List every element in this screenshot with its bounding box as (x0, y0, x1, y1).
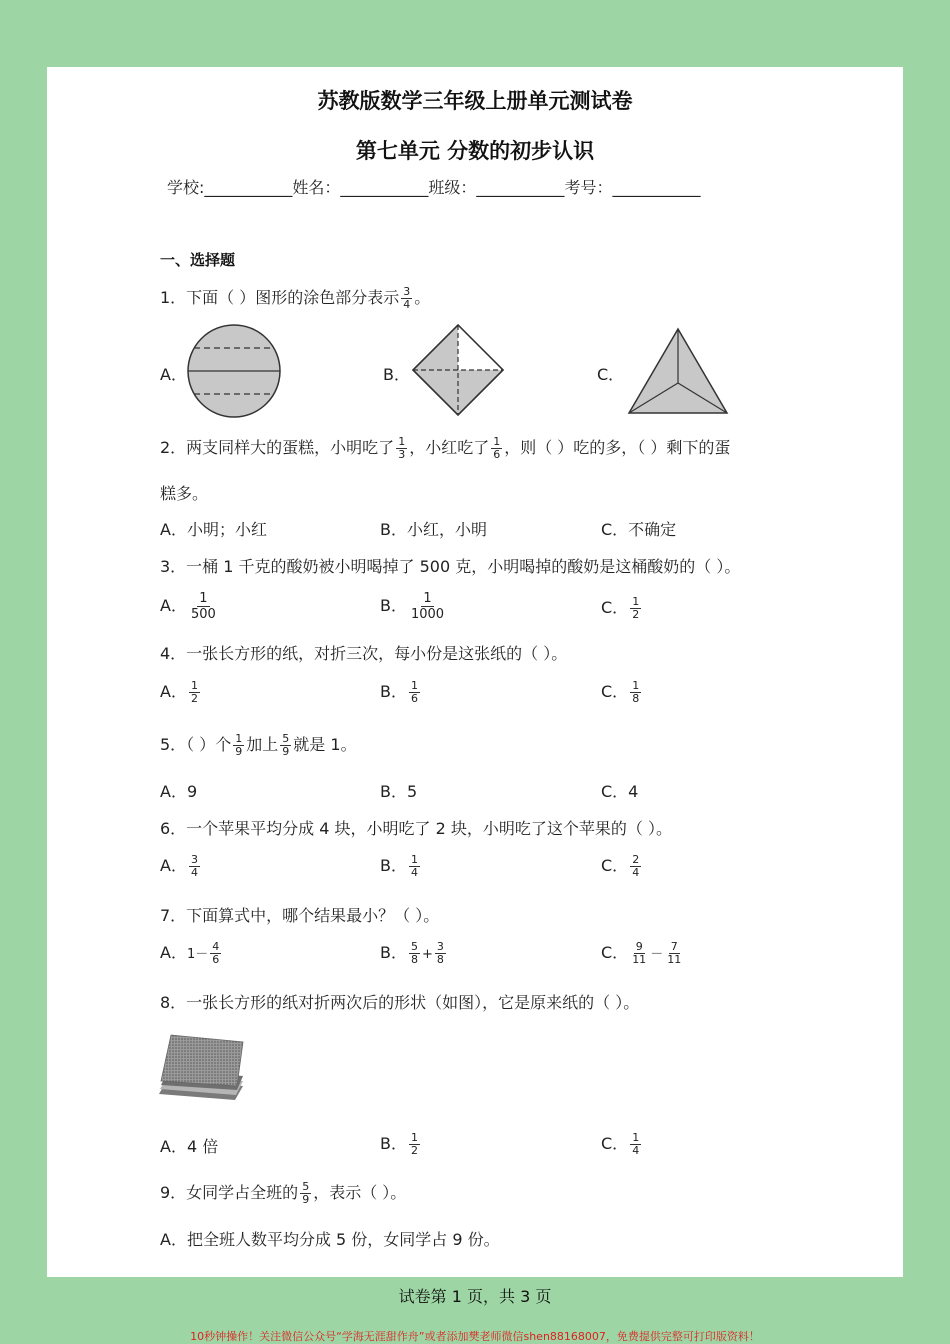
question-1: 1．下面（ ）图形的涂色部分表示 $\frac{3}{4}$ 。 (160, 285, 431, 311)
fraction: $\frac{5}{9}$ (302, 1180, 310, 1206)
question-3: 3．一桶 1 千克的酸奶被小明喝掉了 500 克，小明喝掉的酸奶是这桶酸奶的（ ）。 (160, 557, 741, 576)
option-a[interactable]: A．小明；小红 (160, 520, 267, 539)
fraction: $\frac{9}{11}$ (632, 940, 647, 966)
question-2: 2．两支同样大的蛋糕，小明吃了 $\frac{1}{3}$ ，小红吃了 $\frac{1}{6}$ ，则（ ）吃的多，（ ）剩下的蛋 (160, 435, 731, 461)
fraction: $\frac{1}{500}$ (190, 591, 216, 622)
fraction: $\frac{3}{4}$ (403, 285, 411, 311)
question-4: 4．一张长方形的纸，对折三次，每小份是这张纸的（ ）。 (160, 644, 568, 663)
option-b[interactable]: B． $\frac{1}{4}$ (380, 853, 418, 879)
fraction: $\frac{3}{4}$ (190, 853, 198, 879)
option-b[interactable]: B． $\frac{5}{8}$ + $\frac{3}{8}$ (380, 940, 444, 966)
option-b[interactable]: B． $\frac{1}{6}$ (380, 679, 418, 705)
option-a[interactable]: A．1－ $\frac{4}{6}$ (160, 940, 220, 966)
option-c[interactable]: C． $\frac{9}{11}$ － $\frac{7}{11}$ (601, 940, 682, 966)
option-b[interactable]: B． $\frac{1}{2}$ (380, 1131, 418, 1157)
fraction: $\frac{1}{2}$ (410, 1131, 418, 1157)
question-8: 8．一张长方形的纸对折两次后的形状（如图），它是原来纸的（ ）。 (160, 993, 640, 1012)
option-a[interactable]: A．把全班人数平均分成 5 份，女同学占 9 份。 (160, 1230, 500, 1249)
exam-number-field[interactable]: 考号：___________ (564, 178, 701, 197)
option-a[interactable]: A． $\frac{1}{2}$ (160, 679, 198, 705)
fraction: $\frac{4}{6}$ (212, 940, 220, 966)
option-c[interactable]: C．不确定 (601, 520, 677, 539)
fraction: $\frac{1}{8}$ (632, 679, 640, 705)
option-a[interactable]: A．9 (160, 782, 198, 801)
option-b[interactable]: B． $\frac{1}{1000}$ (380, 591, 445, 622)
triangle-figure (625, 325, 731, 417)
option-a[interactable]: A． $\frac{3}{4}$ (160, 853, 198, 879)
option-c[interactable]: C． (597, 365, 625, 384)
question-9: 9．女同学占全班的 $\frac{5}{9}$ ，表示（ ）。 (160, 1180, 407, 1206)
fraction: $\frac{1}{3}$ (398, 435, 406, 461)
option-a[interactable]: A． $\frac{1}{500}$ (160, 591, 216, 622)
fraction: $\frac{5}{8}$ (410, 940, 418, 966)
unit-title: 第七单元 分数的初步认识 (355, 139, 595, 163)
class-field[interactable]: 班级：___________ (428, 178, 565, 197)
question-7: 7．下面算式中，哪个结果最小？（ ）。 (160, 906, 440, 925)
name-field[interactable]: 姓名：___________ (292, 178, 429, 197)
option-c[interactable]: C．4 (601, 782, 639, 801)
option-c[interactable]: C． $\frac{2}{4}$ (601, 853, 640, 879)
school-field[interactable]: 学校:___________ (167, 178, 293, 197)
diamond-figure (410, 322, 506, 418)
section-heading: 一、选择题 (160, 251, 236, 269)
fraction: $\frac{5}{9}$ (282, 732, 290, 758)
option-b[interactable]: B． (383, 365, 410, 384)
question-5: 5．（ ）个 $\frac{1}{9}$ 加上 $\frac{5}{9}$ 就是 1。 (160, 732, 357, 758)
fraction: $\frac{1}{6}$ (410, 679, 418, 705)
promo-notice: 10秒钟操作！关注微信公众号“学海无涯甜作舟”或者添加樊老师微信shen88168007，免费提供完整可打印版资料！ (190, 1330, 760, 1343)
fraction: $\frac{1}{1000}$ (410, 591, 445, 622)
page-number: 试卷第 1 页，共 3 页 (398, 1287, 552, 1306)
option-a[interactable]: A． (160, 365, 187, 384)
option-c[interactable]: C． $\frac{1}{4}$ (601, 1131, 640, 1157)
fraction: $\frac{1}{9}$ (235, 732, 243, 758)
fraction: $\frac{1}{6}$ (493, 435, 501, 461)
option-b[interactable]: B．5 (380, 782, 418, 801)
fraction: $\frac{1}{4}$ (410, 853, 418, 879)
fraction: $\frac{7}{11}$ (667, 940, 682, 966)
option-c[interactable]: C． $\frac{1}{8}$ (601, 679, 640, 705)
option-b[interactable]: B．小红，小明 (380, 520, 487, 539)
option-c[interactable]: C． $\frac{1}{2}$ (601, 595, 640, 621)
circle-figure (184, 322, 284, 420)
fraction: $\frac{1}{2}$ (632, 595, 640, 621)
fraction: $\frac{3}{8}$ (436, 940, 444, 966)
folded-paper-image (157, 1032, 245, 1102)
fraction: $\frac{1}{4}$ (632, 1131, 640, 1157)
option-a[interactable]: A．4 倍 (160, 1137, 219, 1156)
header-fields (167, 175, 700, 198)
question-1-text: 1．下面（ ）图形的涂色部分表示 (160, 288, 400, 307)
question-6: 6．一个苹果平均分成 4 块，小明吃了 2 块，小明吃了这个苹果的（ ）。 (160, 819, 672, 838)
exam-paper (47, 67, 903, 1277)
question-2-continued: 糕多。 (160, 484, 209, 503)
fraction: $\frac{1}{2}$ (190, 679, 198, 705)
page-title: 苏教版数学三年级上册单元测试卷 (317, 89, 633, 113)
fraction: $\frac{2}{4}$ (632, 853, 640, 879)
